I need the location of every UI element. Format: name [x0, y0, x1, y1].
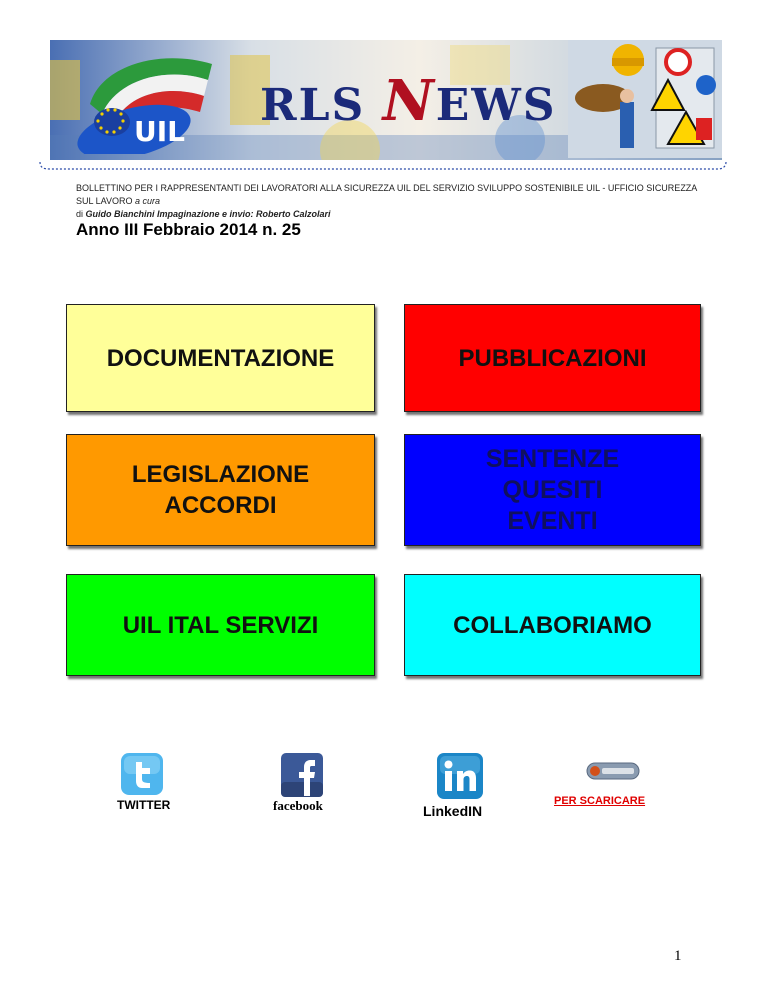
- uil-logo-text: UIL: [134, 115, 185, 148]
- title-prefix: RLS: [260, 80, 366, 131]
- bulletin-publisher: BOLLETTINO PER I RAPPRESENTANTI DEI LAVORATORI ALLA SICUREZZA UIL DEL SERVIZIO SVILUPPO SOSTENIBILE UIL - UFFICIO SICUREZZA SUL LAVORO: [76, 183, 697, 206]
- bulletin-editors: Guido Bianchini Impaginazione e invio: Roberto Calzolari: [85, 209, 331, 219]
- bulletin-line-1: [76, 182, 716, 208]
- collaboriamo-button[interactable]: [404, 574, 701, 676]
- twitter-icon[interactable]: [120, 752, 164, 796]
- sentenze-quesiti-eventi-button[interactable]: [404, 434, 701, 546]
- pubblicazioni-button[interactable]: [404, 304, 701, 412]
- linkedin-icon[interactable]: [436, 752, 484, 800]
- download-label[interactable]: PER SCARICARE: [554, 795, 646, 807]
- bulletin-di: di: [76, 209, 86, 219]
- facebook-icon[interactable]: [280, 752, 324, 798]
- legislazione-accordi-label: LEGISLAZIONE ACCORDI: [131, 461, 310, 519]
- title-suffix: EWS: [435, 80, 557, 131]
- uil-ital-servizi-button[interactable]: [66, 574, 375, 676]
- documentazione-button[interactable]: [66, 304, 375, 412]
- uil-logo: [72, 44, 222, 154]
- bulletin-credits: [76, 182, 716, 221]
- facebook-label[interactable]: facebook: [273, 798, 323, 813]
- page-number: 1: [674, 948, 682, 964]
- header-divider: [38, 160, 728, 172]
- newsletter-title: [260, 68, 557, 134]
- legislazione-accordi-button[interactable]: [66, 434, 375, 546]
- sentenze-quesiti-eventi-label: SENTENZE QUESITI EVENTI: [485, 444, 620, 535]
- collaboriamo-label: COLLABORIAMO: [453, 611, 652, 639]
- documentazione-label: DOCUMENTAZIONE: [106, 344, 335, 372]
- safety-signs-graphic: [568, 40, 722, 158]
- title-n: N: [382, 68, 436, 134]
- bulletin-acura: a cura: [132, 196, 161, 206]
- download-badge-icon[interactable]: [586, 762, 640, 780]
- linkedin-label[interactable]: LinkedIN: [423, 803, 483, 819]
- twitter-label[interactable]: TWITTER: [117, 798, 171, 812]
- issue-line: Anno III Febbraio 2014 n. 25: [76, 220, 301, 239]
- uil-ital-servizi-label: UIL ITAL SERVIZI: [122, 611, 319, 639]
- pubblicazioni-label: PUBBLICAZIONI: [458, 344, 647, 372]
